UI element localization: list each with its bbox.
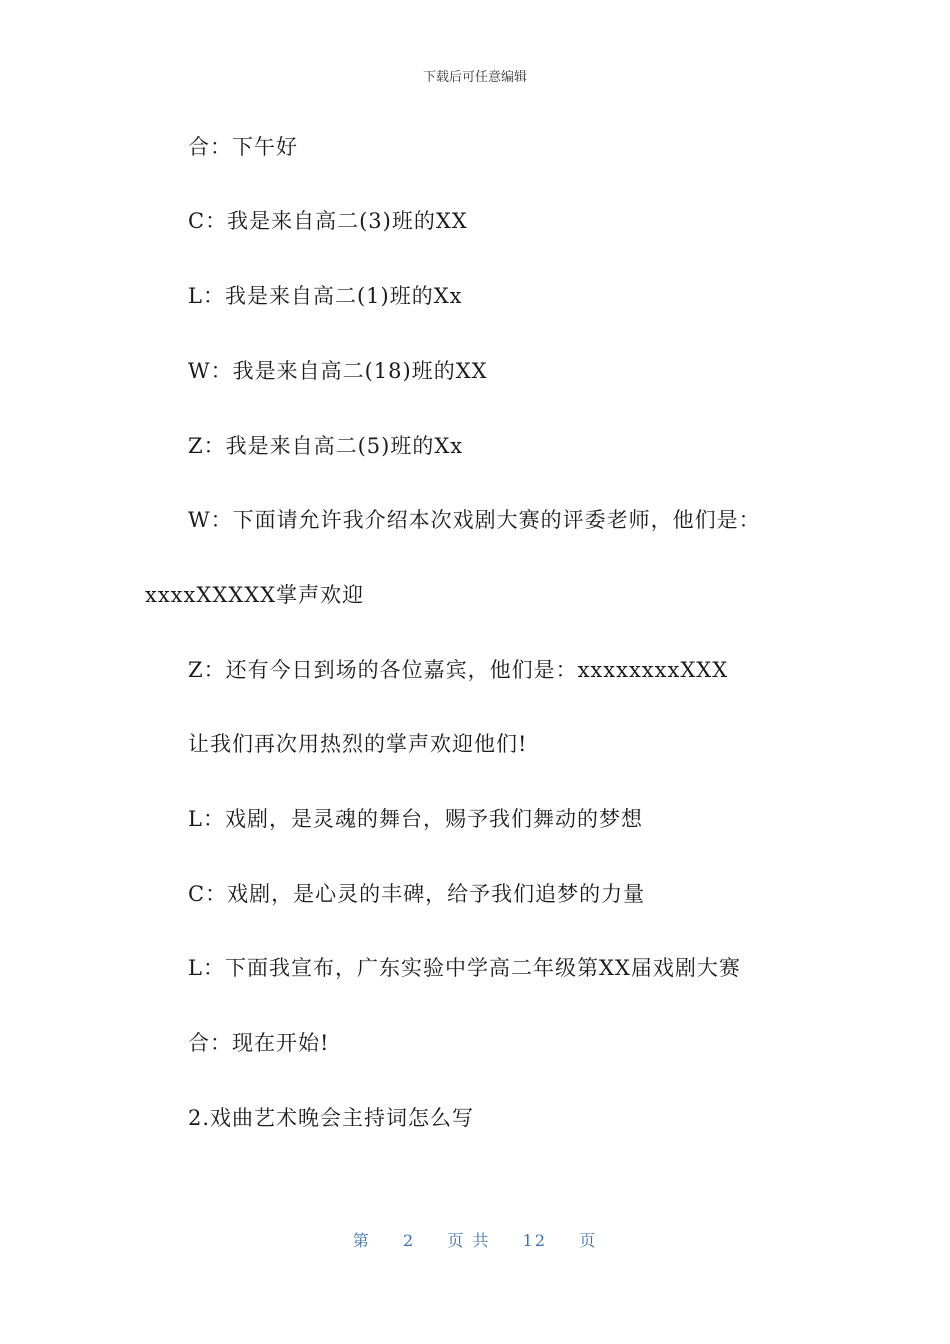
- text-line: C：戏剧，是心灵的丰碑，给予我们追梦的力量: [188, 882, 646, 906]
- text-line: W：我是来自高二(18)班的XX: [188, 359, 488, 383]
- footer-total-label: 页 共: [447, 1231, 491, 1250]
- footer-page-suffix: 页: [579, 1231, 598, 1250]
- text-line: W：下面请允许我介绍本次戏剧大赛的评委老师，他们是：: [188, 508, 761, 532]
- text-line: 合：下午好: [188, 135, 298, 159]
- footer-current-page: 2: [402, 1231, 416, 1250]
- text-line: Z：还有今日到场的各位嘉宾，他们是：xxxxxxxxXXX: [188, 658, 729, 682]
- page-header: 下载后可任意编辑: [422, 70, 527, 85]
- text-line: L：下面我宣布，广东实验中学高二年级第XX届戏剧大赛: [188, 956, 741, 980]
- page-footer: [0, 1228, 950, 1251]
- footer-total-pages: 12: [522, 1231, 547, 1250]
- text-line: Z：我是来自高二(5)班的Xx: [188, 434, 464, 458]
- text-line: xxxxXXXXX掌声欢迎: [145, 583, 365, 607]
- section-heading: 2.戏曲艺术晚会主持词怎么写: [188, 1106, 475, 1130]
- footer-page-label: 第: [352, 1231, 371, 1250]
- text-line: C：我是来自高二(3)班的XX: [188, 209, 468, 233]
- text-line: 让我们再次用热烈的掌声欢迎他们!: [188, 732, 528, 756]
- text-line: 合：现在开始!: [188, 1031, 330, 1055]
- text-line: L：我是来自高二(1)班的Xx: [188, 284, 463, 308]
- text-line: L：戏剧，是灵魂的舞台，赐予我们舞动的梦想: [188, 807, 643, 831]
